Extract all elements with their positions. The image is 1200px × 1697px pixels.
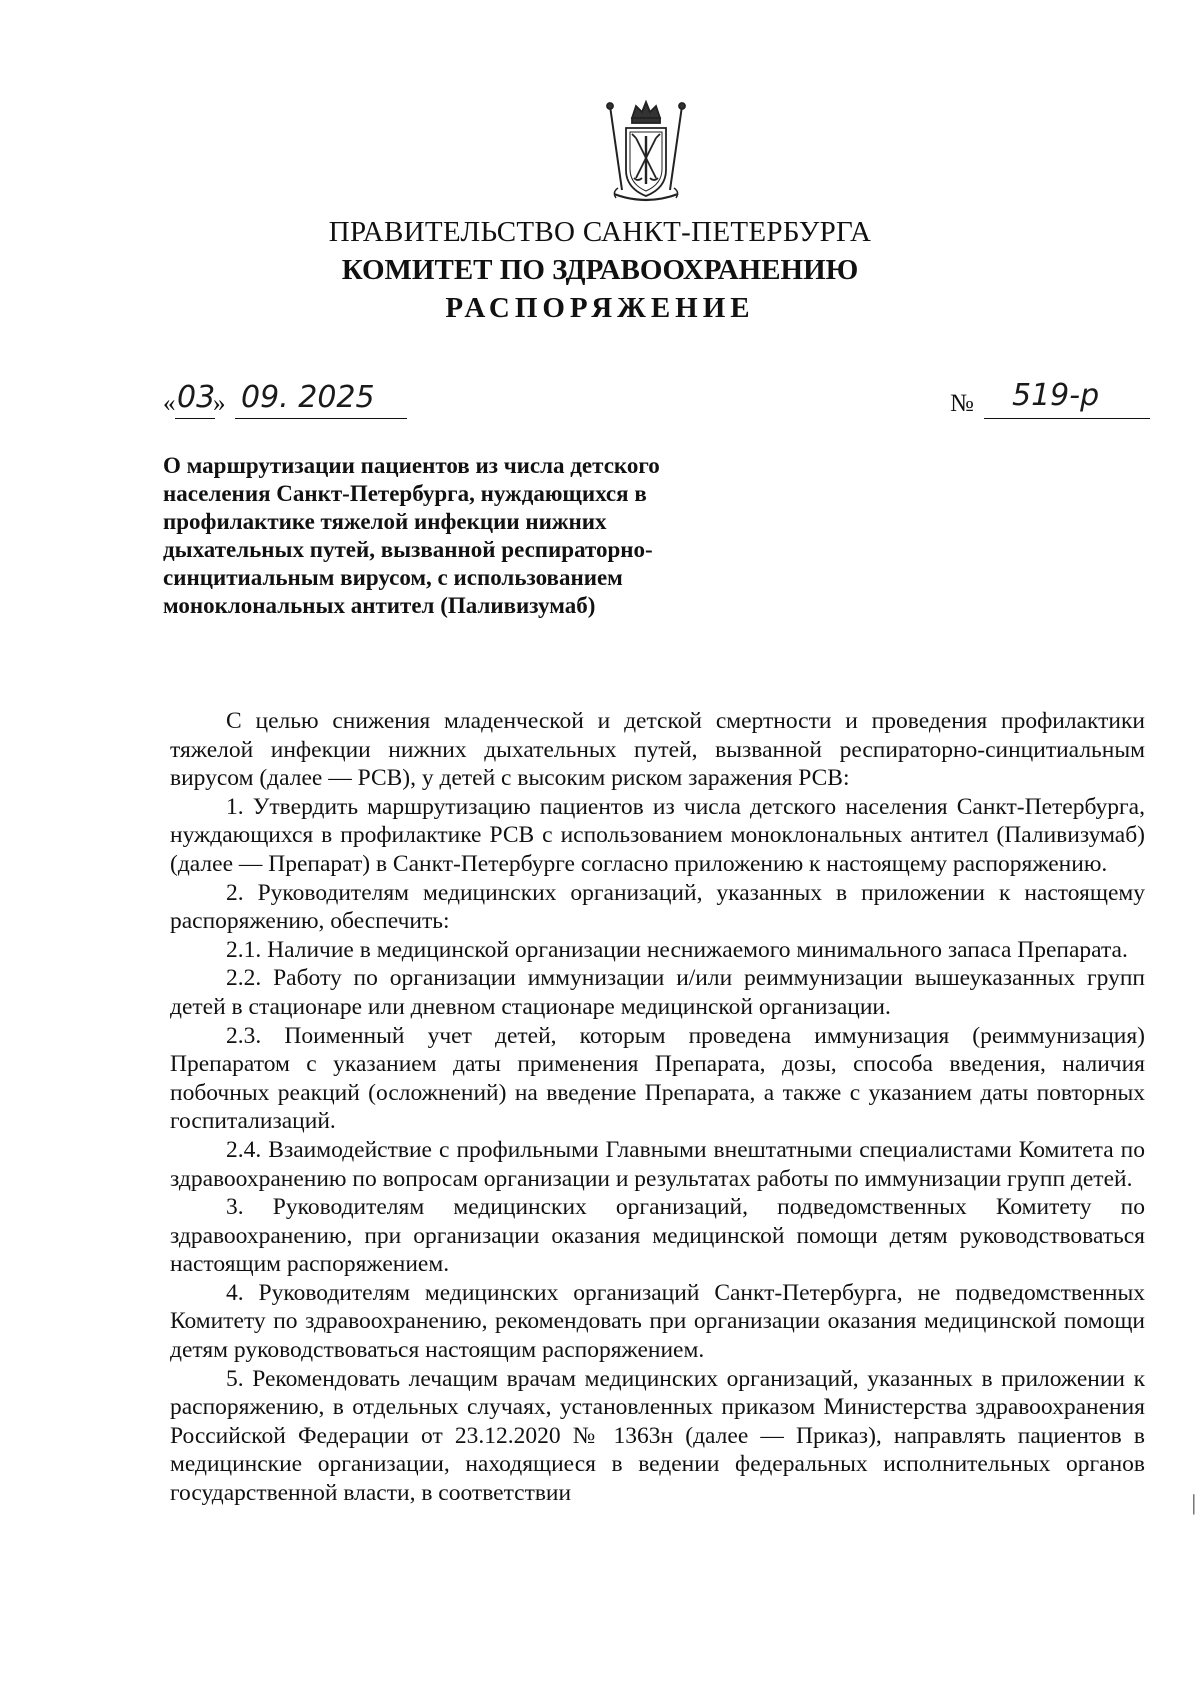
paragraph-2: 2. Руководителям медицинских организаций, указанных в приложении к настоящему распоряжению, обеспечить: bbox=[170, 879, 1145, 935]
paragraph-preamble: С целью снижения младенческой и детской смертности и проведения профилактики тяжелой инфекции нижних дыхательных путей, вызванной респираторно-синцитиальным вирусом (далее — РСВ), у детей с высоким риском заражения РСВ: bbox=[170, 708, 1145, 792]
paragraph-2-2: 2.2. Работу по организации иммунизации и/или реиммунизации вышеуказанных групп детей в стационаре или дневном стационаре медицинской организации. bbox=[170, 965, 1145, 1020]
number-underline bbox=[984, 418, 1150, 419]
number-value: 519-р bbox=[1012, 378, 1100, 413]
date-day-underline bbox=[175, 418, 215, 419]
number-label: № bbox=[950, 390, 974, 417]
coat-of-arms-icon bbox=[596, 98, 696, 206]
document-body bbox=[170, 707, 1145, 1508]
paragraph-4: 4. Руководителям медицинских организаций Санкт-Петербурга, не подведомственных Комитету по здравоохранению, рекомендовать при организации оказания медицинской помощи детям руководствоваться настоящим распоряжением. bbox=[170, 1279, 1145, 1364]
paragraph-5: 5. Рекомендовать лечащим врачам медицинских организаций, указанных в приложении к распоряжению, в отдельных случаях, установленных приказом Министерства здравоохранения Российской Федерации от 23.12.2020 № 1363н (далее — Приказ), направлять пациентов в медицинские организации, находящиеся в ведении федеральных исполнительных органов государственной власти, в соответствии bbox=[170, 1365, 1145, 1507]
date-open-quote: « bbox=[163, 390, 176, 417]
paragraph-3: 3. Руководителям медицинских организаций, подведомственных Комитету по здравоохранению, при организации оказания медицинской помощи детям руководствоваться настоящим распоряжением. bbox=[170, 1194, 1145, 1278]
paragraph-2-4: 2.4. Взаимодействие с профильными Главными внештатными специалистами Комитета по здравоохранению по вопросам организации и результатах работы по иммунизации групп детей. bbox=[170, 1136, 1145, 1192]
date-month-year: 09. 2025 bbox=[241, 380, 375, 415]
document-date bbox=[163, 382, 409, 422]
document-number bbox=[950, 378, 1150, 422]
date-day: 03 bbox=[177, 380, 216, 415]
date-close-quote: » bbox=[213, 390, 226, 417]
paragraph-2-3: 2.3. Поименный учет детей, которым проведена иммунизация (реиммунизация) Препаратом с указанием даты применения Препарата, дозы, способа введения, наличия побочных реакций (осложнений) на введение Препарата, а также с указанием даты повторных госпитализаций. bbox=[170, 1022, 1145, 1135]
paragraph-1: 1. Утвердить маршрутизацию пациентов из числа детского населения Санкт-Петербурга, нуждающихся в профилактике РСВ с использованием моноклональных антител (Паливизумаб) (далее — Препарат) в Санкт-Петербурге согласно приложению к настоящему распоряжению. bbox=[170, 793, 1145, 877]
date-month-underline bbox=[235, 418, 407, 419]
government-name: ПРАВИТЕЛЬСТВО САНКТ-ПЕТЕРБУРГА bbox=[328, 216, 872, 248]
paragraph-2-1: 2.1. Наличие в медицинской организации неснижаемого минимального запаса Препарата. bbox=[226, 936, 1128, 963]
document-subject: О маршрутизации пациентов из числа детского населения Санкт-Петербурга, нуждающихся в профилактике тяжелой инфекции нижних дыхательных путей, вызванной респираторно-синцитиальным вирусом, с использованием моноклональных антител (Паливизумаб) bbox=[163, 453, 660, 618]
document-type: РАСПОРЯЖЕНИЕ bbox=[445, 292, 755, 324]
document-header bbox=[0, 213, 1200, 327]
committee-name: КОМИТЕТ ПО ЗДРАВООХРАНЕНИЮ bbox=[341, 254, 859, 286]
margin-mark: | bbox=[1191, 1490, 1196, 1515]
